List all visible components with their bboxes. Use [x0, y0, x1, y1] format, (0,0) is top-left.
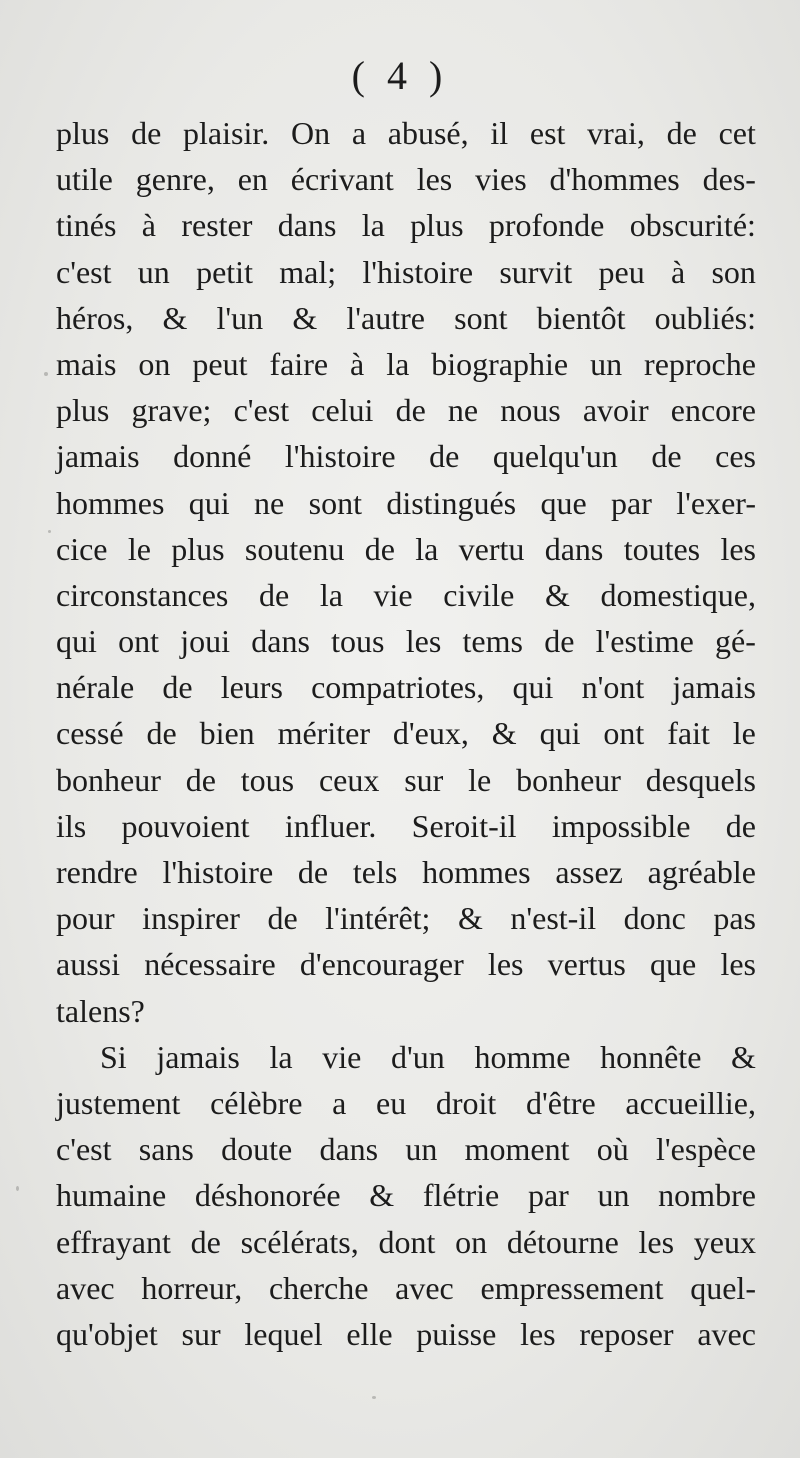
word: gé- — [715, 623, 756, 660]
page-number: ( 4 ) — [351, 53, 449, 98]
word: la — [269, 1038, 293, 1075]
text-line-2 — [56, 156, 756, 202]
word: de — [146, 715, 177, 752]
word: fait — [667, 715, 710, 752]
word: horreur, — [141, 1269, 243, 1306]
word: l'espèce — [656, 1131, 756, 1168]
word: donc — [623, 900, 686, 937]
word: la — [361, 207, 385, 244]
word: impossible — [551, 807, 691, 844]
word: les — [405, 623, 442, 660]
word: des- — [702, 161, 756, 198]
word: leurs — [220, 669, 283, 706]
word: il — [490, 115, 509, 151]
word: de — [544, 623, 575, 660]
word: les — [416, 161, 453, 198]
word: accueillie, — [625, 1084, 756, 1121]
word: nérale — [56, 669, 135, 706]
word: Si — [100, 1038, 127, 1075]
word: qu'objet — [56, 1315, 158, 1352]
word: assez — [555, 854, 623, 890]
word: dans — [319, 1131, 379, 1168]
word: n'ont — [581, 669, 645, 706]
paper-speck — [16, 1186, 19, 1191]
word: pour — [56, 900, 115, 937]
word: & — [162, 299, 188, 336]
word: l'histoire — [162, 854, 274, 890]
word: a — [332, 1084, 347, 1121]
word: la — [386, 345, 410, 382]
word: ils — [56, 807, 87, 844]
text-line-14 — [56, 710, 756, 756]
word: talens? — [56, 992, 145, 1029]
word: donné — [173, 438, 252, 475]
word: de — [395, 392, 426, 429]
word: héros, — [56, 299, 134, 336]
word: c'est — [233, 392, 290, 429]
word: cherche — [268, 1269, 369, 1306]
word: par — [527, 1177, 569, 1214]
word: c'est — [56, 1131, 112, 1168]
word: pas — [713, 900, 756, 937]
word: de — [666, 115, 697, 151]
word: l'autre — [346, 299, 425, 336]
text-line-11 — [56, 572, 756, 618]
word: vrai, — [587, 115, 645, 151]
paper-speck — [372, 1396, 376, 1399]
word: & — [731, 1038, 756, 1075]
word: qui — [188, 484, 230, 521]
word: oubliés: — [654, 299, 756, 336]
word: ne — [254, 484, 285, 521]
word: peu — [598, 253, 645, 290]
word: yeux — [693, 1223, 756, 1260]
word: dans — [251, 623, 310, 660]
word: la — [415, 530, 439, 567]
word: tems — [462, 623, 523, 660]
word: vie — [373, 576, 413, 613]
text-line-12 — [56, 618, 756, 664]
word: un — [405, 1131, 438, 1168]
word: avoir — [582, 392, 649, 429]
word: celui — [311, 392, 374, 429]
word: cet — [718, 115, 756, 151]
text-line-17 — [56, 849, 756, 895]
text-line-23 — [56, 1126, 756, 1172]
word: & — [457, 900, 483, 937]
word: agréable — [647, 854, 756, 890]
word: hommes — [422, 854, 531, 890]
word: quel- — [690, 1269, 756, 1306]
word: en — [237, 161, 268, 198]
word: bonheur — [56, 761, 161, 798]
word: peut — [192, 345, 248, 382]
word: de — [651, 438, 682, 475]
word: les — [487, 946, 524, 983]
word: le — [468, 761, 492, 798]
text-line-26 — [56, 1265, 756, 1311]
word: d'un — [391, 1038, 445, 1075]
paper-speck — [48, 530, 51, 533]
word: aussi — [56, 946, 120, 983]
word: rendre — [56, 854, 138, 890]
word: de — [190, 1223, 221, 1260]
word: plus — [171, 530, 225, 567]
word: son — [711, 253, 756, 290]
word: l'intérêt; — [325, 900, 431, 937]
word: plus — [56, 392, 110, 429]
text-line-27 — [56, 1311, 756, 1357]
word: avec — [395, 1269, 454, 1306]
word: de — [297, 854, 329, 890]
word: avec — [697, 1315, 756, 1352]
word: ceux — [318, 761, 380, 798]
word: à — [670, 253, 686, 290]
text-line-4 — [56, 249, 756, 295]
word: & — [292, 299, 318, 336]
word: a — [351, 115, 367, 151]
text-line-25 — [56, 1219, 756, 1265]
word: rester — [181, 207, 253, 244]
text-line-24 — [56, 1172, 756, 1218]
word: la — [319, 576, 343, 613]
word: tous — [240, 761, 295, 798]
word: honnête — [600, 1038, 702, 1075]
text-line-9 — [56, 480, 756, 526]
text-line-8 — [56, 433, 756, 479]
word: empressement — [480, 1269, 664, 1306]
word: Seroit-il — [411, 807, 517, 844]
word: domestique, — [600, 576, 756, 613]
word: jamais — [672, 669, 756, 706]
text-line-5 — [56, 295, 756, 341]
word: effrayant — [56, 1223, 171, 1260]
text-line-18 — [56, 895, 756, 941]
word: puisse — [416, 1315, 497, 1352]
word: distingués — [386, 484, 517, 521]
word: l'estime — [595, 623, 694, 660]
word: vertus — [547, 946, 626, 983]
word: de — [725, 807, 756, 844]
word: petit — [196, 253, 253, 290]
word: que — [650, 946, 697, 983]
word: n'est-il — [510, 900, 597, 937]
word: sont — [454, 299, 508, 336]
word: biographie — [431, 345, 569, 382]
word: plus — [56, 115, 110, 151]
word: tels — [352, 854, 398, 890]
word: tous — [331, 623, 385, 660]
word: on — [455, 1223, 488, 1260]
word: ont — [603, 715, 645, 752]
word: détourne — [506, 1223, 619, 1260]
word: lequel — [244, 1315, 323, 1352]
word: sur — [181, 1315, 221, 1352]
word: de — [185, 761, 216, 798]
word: ces — [715, 438, 756, 475]
word: bientôt — [536, 299, 626, 336]
word: vie — [322, 1038, 362, 1075]
word: & — [544, 576, 570, 613]
word: circonstances — [56, 576, 229, 613]
word: les — [720, 946, 756, 983]
word: dans — [277, 207, 337, 244]
word: & — [369, 1177, 395, 1214]
text-line-19 — [56, 941, 756, 987]
text-line-6 — [56, 341, 756, 387]
word: à — [350, 345, 365, 382]
word: dont — [378, 1223, 436, 1260]
word: flétrie — [422, 1177, 500, 1214]
word: nombre — [658, 1177, 756, 1214]
word: genre, — [135, 161, 215, 198]
word: les — [520, 1315, 556, 1352]
word: hommes — [56, 484, 165, 521]
word: bien — [199, 715, 255, 752]
word: de — [131, 115, 162, 151]
word: scélérats, — [240, 1223, 359, 1260]
word: eu — [376, 1084, 407, 1121]
paper-speck — [44, 372, 48, 376]
word: influer. — [284, 807, 377, 844]
word: profonde — [488, 207, 605, 244]
word: justement — [56, 1084, 181, 1121]
word: les — [638, 1223, 675, 1260]
word: qui — [56, 623, 97, 660]
word: où — [596, 1131, 629, 1168]
word: qui — [539, 715, 581, 752]
word: par — [611, 484, 652, 521]
word: encore — [670, 392, 756, 429]
word: obscurité: — [629, 207, 756, 244]
word: sans — [138, 1131, 194, 1168]
word: nécessaire — [144, 946, 276, 983]
word: d'encourager — [299, 946, 464, 983]
word: droit — [435, 1084, 497, 1121]
word: l'exer- — [676, 484, 756, 521]
word: moment — [464, 1131, 570, 1168]
word: cessé — [56, 715, 124, 752]
word: toutes — [623, 530, 701, 567]
word: de — [364, 530, 395, 567]
word: cice — [56, 530, 108, 567]
word: sont — [308, 484, 362, 521]
word: un — [597, 1177, 630, 1214]
word: pouvoient — [121, 807, 250, 844]
word: plus — [410, 207, 464, 244]
word: les — [720, 530, 756, 567]
word: nous — [500, 392, 561, 429]
word: vies — [475, 161, 527, 198]
word: jamais — [156, 1038, 240, 1075]
word: de — [258, 576, 290, 613]
word: mais — [56, 345, 117, 382]
word: civile — [443, 576, 515, 613]
word: avec — [56, 1269, 115, 1306]
word: mériter — [277, 715, 370, 752]
word: de — [267, 900, 298, 937]
word: reposer — [579, 1315, 674, 1352]
text-line-7 — [56, 387, 756, 433]
word: déshonorée — [194, 1177, 341, 1214]
text-line-1 — [56, 110, 756, 156]
word: bonheur — [516, 761, 621, 798]
word: de — [429, 438, 460, 475]
word: ont — [118, 623, 160, 660]
word: plaisir. — [183, 115, 270, 151]
word: mal; — [279, 253, 337, 290]
word: utile — [56, 161, 113, 198]
word: est — [529, 115, 566, 151]
word: à — [141, 207, 156, 244]
word: l'histoire — [284, 438, 396, 475]
word: d'eux, — [392, 715, 469, 752]
word: grave; — [131, 392, 212, 429]
word: soutenu — [244, 530, 345, 567]
word: l'histoire — [362, 253, 474, 290]
word: un — [137, 253, 170, 290]
text-line-15 — [56, 757, 756, 803]
word: elle — [346, 1315, 393, 1352]
text-line-10 — [56, 526, 756, 572]
word: d'hommes — [549, 161, 680, 198]
word: reproche — [644, 345, 756, 382]
word: un — [590, 345, 623, 382]
word: de — [162, 669, 193, 706]
word: survit — [499, 253, 573, 290]
text-line-22 — [56, 1080, 756, 1126]
word: sur — [404, 761, 444, 798]
word: le — [127, 530, 151, 567]
word: dans — [544, 530, 604, 567]
text-line-20 — [56, 988, 756, 1034]
word: desquels — [645, 761, 756, 798]
word: que — [540, 484, 587, 521]
word: inspirer — [142, 900, 240, 937]
word: c'est — [56, 253, 112, 290]
word: qui — [512, 669, 554, 706]
word: écrivant — [290, 161, 394, 198]
text-line-13 — [56, 664, 756, 710]
body-text — [56, 110, 756, 1357]
word: quelqu'un — [492, 438, 618, 475]
word: vertu — [458, 530, 525, 567]
word: compatriotes, — [311, 669, 485, 706]
text-line-21 — [56, 1034, 756, 1080]
word: faire — [269, 345, 329, 382]
text-line-3 — [56, 202, 756, 248]
text-line-16 — [56, 803, 756, 849]
word: On — [290, 115, 331, 151]
word: d'être — [525, 1084, 596, 1121]
word: tinés — [56, 207, 117, 244]
word: abusé, — [387, 115, 469, 151]
word: humaine — [56, 1177, 167, 1214]
word: célèbre — [210, 1084, 303, 1121]
word: homme — [474, 1038, 571, 1075]
word: ne — [447, 392, 479, 429]
word: & — [491, 715, 517, 752]
word: on — [138, 345, 171, 382]
word: jamais — [56, 438, 140, 475]
word: l'un — [216, 299, 264, 336]
word: le — [732, 715, 756, 752]
word: doute — [221, 1131, 293, 1168]
word: joui — [180, 623, 231, 660]
